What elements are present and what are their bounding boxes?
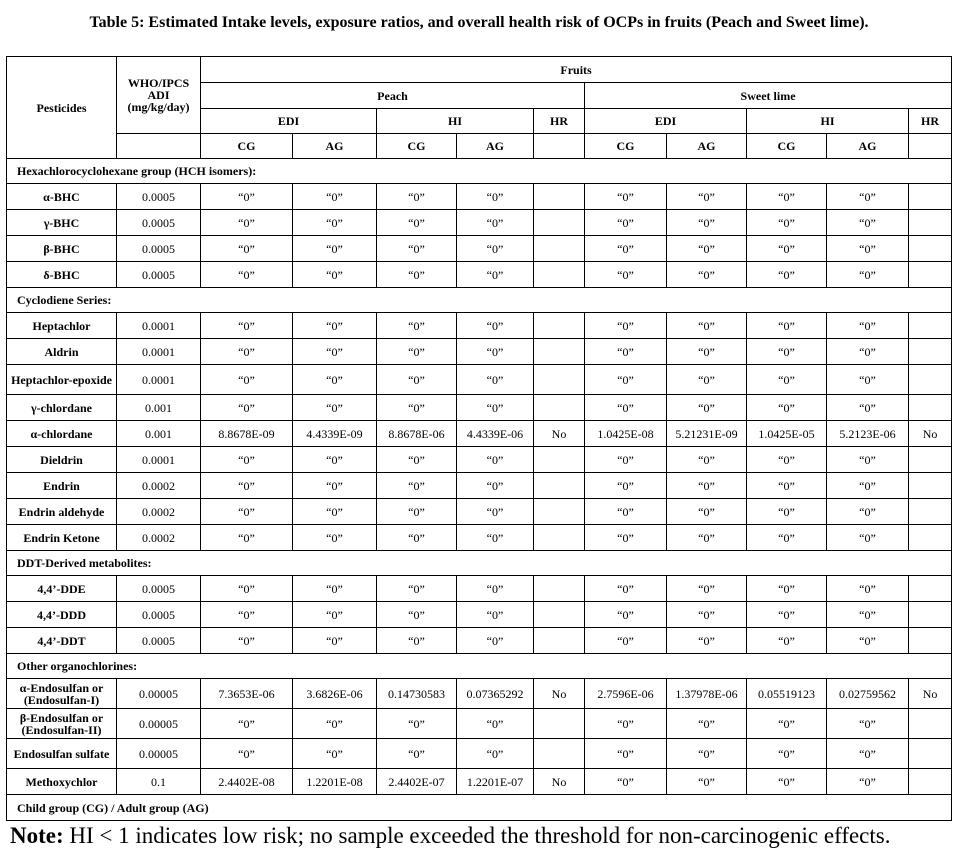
pesticide-name: β-Endosulfan or (Endosulfan-II) xyxy=(7,709,117,739)
header-peach-hi-cg: CG xyxy=(377,134,457,159)
cell-lime-hr xyxy=(909,339,952,365)
pesticide-name: γ-BHC xyxy=(7,210,117,236)
cell-peach-hi-ag: “0” xyxy=(457,447,534,473)
cell-lime-hi-cg: “0” xyxy=(747,210,827,236)
cell-lime-hr xyxy=(909,365,952,395)
cell-peach-hi-ag: “0” xyxy=(457,395,534,421)
cell-adi: 0.0001 xyxy=(117,447,201,473)
cell-lime-edi-cg: “0” xyxy=(585,395,667,421)
cell-peach-hi-ag: 4.4339E-06 xyxy=(457,421,534,447)
cell-peach-hi-ag: “0” xyxy=(457,236,534,262)
cell-peach-edi-ag: “0” xyxy=(293,525,377,551)
cell-lime-hi-cg: “0” xyxy=(747,576,827,602)
cell-lime-edi-cg: “0” xyxy=(585,499,667,525)
cell-lime-edi-ag: “0” xyxy=(667,576,747,602)
cell-lime-edi-ag: “0” xyxy=(667,525,747,551)
pesticide-name: δ-BHC xyxy=(7,262,117,288)
cell-peach-hi-ag: “0” xyxy=(457,339,534,365)
ocp-risk-table xyxy=(6,56,952,821)
cell-peach-hr xyxy=(534,262,585,288)
cell-peach-edi-ag: “0” xyxy=(293,236,377,262)
cell-peach-edi-ag: “0” xyxy=(293,339,377,365)
header-lime-hr-blank xyxy=(909,134,952,159)
cell-peach-hi-cg: “0” xyxy=(377,602,457,628)
cell-adi: 0.00005 xyxy=(117,709,201,739)
cell-peach-edi-ag: “0” xyxy=(293,313,377,339)
cell-peach-hi-cg: “0” xyxy=(377,262,457,288)
table-footnote: Child group (CG) / Adult group (AG) xyxy=(7,795,952,821)
cell-peach-hi-ag: “0” xyxy=(457,576,534,602)
cell-lime-hr xyxy=(909,525,952,551)
cell-peach-hr: No xyxy=(534,421,585,447)
cell-lime-hr xyxy=(909,473,952,499)
cell-lime-edi-ag: “0” xyxy=(667,499,747,525)
cell-peach-hi-cg: “0” xyxy=(377,447,457,473)
cell-peach-hr xyxy=(534,184,585,210)
cell-lime-edi-ag: “0” xyxy=(667,739,747,769)
cell-peach-edi-cg: “0” xyxy=(201,447,293,473)
cell-peach-hr xyxy=(534,499,585,525)
cell-peach-edi-cg: “0” xyxy=(201,709,293,739)
header-peach: Peach xyxy=(201,83,585,109)
cell-lime-hi-ag: “0” xyxy=(827,473,909,499)
cell-adi: 0.0002 xyxy=(117,473,201,499)
pesticide-name: Endrin xyxy=(7,473,117,499)
cell-lime-hi-cg: “0” xyxy=(747,395,827,421)
cell-peach-edi-ag: “0” xyxy=(293,447,377,473)
cell-peach-hi-ag: “0” xyxy=(457,473,534,499)
cell-lime-hi-cg: “0” xyxy=(747,313,827,339)
cell-peach-hi-ag: 1.2201E-07 xyxy=(457,769,534,795)
cell-peach-hi-ag: “0” xyxy=(457,210,534,236)
cell-peach-hr: No xyxy=(534,769,585,795)
cell-peach-hi-cg: “0” xyxy=(377,739,457,769)
cell-peach-edi-cg: “0” xyxy=(201,576,293,602)
cell-lime-hi-cg: “0” xyxy=(747,184,827,210)
cell-peach-edi-cg: 7.3653E-06 xyxy=(201,679,293,709)
cell-lime-hi-ag: “0” xyxy=(827,576,909,602)
table-row xyxy=(7,679,952,709)
cell-lime-hr xyxy=(909,628,952,654)
cell-lime-edi-ag: “0” xyxy=(667,709,747,739)
cell-peach-edi-cg: “0” xyxy=(201,499,293,525)
header-sweet-lime: Sweet lime xyxy=(585,83,952,109)
cell-peach-hi-ag: “0” xyxy=(457,184,534,210)
cell-lime-hi-ag: “0” xyxy=(827,709,909,739)
cell-peach-hi-ag: “0” xyxy=(457,499,534,525)
cell-adi: 0.0001 xyxy=(117,313,201,339)
cell-peach-hi-cg: “0” xyxy=(377,365,457,395)
cell-lime-edi-ag: “0” xyxy=(667,769,747,795)
header-peach-edi: EDI xyxy=(201,109,377,134)
cell-lime-edi-cg: “0” xyxy=(585,339,667,365)
pesticide-name: 4,4’-DDE xyxy=(7,576,117,602)
pesticide-name: Heptachlor xyxy=(7,313,117,339)
cell-lime-hi-cg: “0” xyxy=(747,525,827,551)
cell-peach-edi-ag: “0” xyxy=(293,602,377,628)
cell-peach-edi-ag: “0” xyxy=(293,262,377,288)
header-peach-hi: HI xyxy=(377,109,534,134)
cell-lime-edi-cg: “0” xyxy=(585,262,667,288)
cell-lime-hi-cg: “0” xyxy=(747,236,827,262)
cell-lime-hr xyxy=(909,499,952,525)
cell-lime-hi-ag: 5.2123E-06 xyxy=(827,421,909,447)
cell-lime-edi-ag: “0” xyxy=(667,395,747,421)
cell-peach-hi-ag: “0” xyxy=(457,262,534,288)
note-label: Note: xyxy=(10,823,64,848)
table-row xyxy=(7,499,952,525)
cell-peach-edi-cg: “0” xyxy=(201,473,293,499)
cell-peach-hi-ag: 0.07365292 xyxy=(457,679,534,709)
table-row xyxy=(7,365,952,395)
cell-peach-edi-ag: “0” xyxy=(293,473,377,499)
cell-lime-edi-cg: “0” xyxy=(585,525,667,551)
cell-lime-hi-cg: “0” xyxy=(747,365,827,395)
cell-lime-edi-ag: 5.21231E-09 xyxy=(667,421,747,447)
cell-peach-edi-cg: “0” xyxy=(201,395,293,421)
table-row xyxy=(7,184,952,210)
cell-adi: 0.0005 xyxy=(117,602,201,628)
cell-lime-hr xyxy=(909,739,952,769)
table-row xyxy=(7,339,952,365)
cell-peach-edi-cg: “0” xyxy=(201,339,293,365)
cell-peach-edi-ag: 1.2201E-08 xyxy=(293,769,377,795)
table-row xyxy=(7,628,952,654)
header-lime-hr: HR xyxy=(909,109,952,134)
table-row xyxy=(7,395,952,421)
section-row xyxy=(7,288,952,313)
cell-peach-hi-cg: “0” xyxy=(377,499,457,525)
header-adi-continuation xyxy=(117,134,201,159)
cell-peach-hr xyxy=(534,602,585,628)
cell-peach-hi-cg: “0” xyxy=(377,313,457,339)
note xyxy=(10,823,890,849)
cell-lime-hi-cg: “0” xyxy=(747,473,827,499)
cell-peach-hi-cg: “0” xyxy=(377,709,457,739)
cell-lime-hr xyxy=(909,769,952,795)
cell-adi: 0.0005 xyxy=(117,576,201,602)
cell-adi: 0.0005 xyxy=(117,236,201,262)
cell-lime-edi-ag: “0” xyxy=(667,184,747,210)
table-row xyxy=(7,709,952,739)
cell-lime-edi-cg: “0” xyxy=(585,184,667,210)
pesticide-name: Endrin Ketone xyxy=(7,525,117,551)
table-row xyxy=(7,602,952,628)
cell-lime-hi-cg: “0” xyxy=(747,499,827,525)
cell-peach-edi-ag: “0” xyxy=(293,395,377,421)
table-row xyxy=(7,421,952,447)
pesticide-name: β-BHC xyxy=(7,236,117,262)
cell-lime-hi-ag: “0” xyxy=(827,365,909,395)
cell-lime-edi-cg: “0” xyxy=(585,602,667,628)
cell-lime-edi-ag: “0” xyxy=(667,262,747,288)
section-title: Other organochlorines: xyxy=(7,654,952,679)
cell-lime-edi-ag: “0” xyxy=(667,473,747,499)
cell-peach-edi-cg: “0” xyxy=(201,525,293,551)
header-adi: WHO/IPCS ADI (mg/kg/day) xyxy=(117,57,201,134)
cell-lime-edi-ag: “0” xyxy=(667,313,747,339)
cell-adi: 0.0001 xyxy=(117,365,201,395)
table-row xyxy=(7,236,952,262)
cell-adi: 0.0005 xyxy=(117,210,201,236)
cell-lime-edi-ag: “0” xyxy=(667,365,747,395)
cell-lime-hr xyxy=(909,236,952,262)
table-row xyxy=(7,739,952,769)
cell-peach-edi-cg: 2.4402E-08 xyxy=(201,769,293,795)
header-lime-edi-ag: AG xyxy=(667,134,747,159)
cell-peach-edi-ag: “0” xyxy=(293,709,377,739)
cell-lime-hr: No xyxy=(909,421,952,447)
table-title: Table 5: Estimated Intake levels, exposure ratios, and overall health risk of OCPs in fruits (Peach and Sweet lime). xyxy=(89,14,869,31)
table-row xyxy=(7,769,952,795)
pesticide-name: Aldrin xyxy=(7,339,117,365)
cell-peach-edi-cg: “0” xyxy=(201,210,293,236)
cell-lime-hr xyxy=(909,313,952,339)
cell-peach-hr xyxy=(534,628,585,654)
cell-lime-hi-ag: “0” xyxy=(827,602,909,628)
cell-peach-edi-cg: “0” xyxy=(201,365,293,395)
cell-lime-edi-cg: “0” xyxy=(585,769,667,795)
header-lime-edi-cg: CG xyxy=(585,134,667,159)
cell-lime-edi-ag: 1.37978E-06 xyxy=(667,679,747,709)
cell-peach-edi-ag: “0” xyxy=(293,739,377,769)
cell-peach-hi-cg: “0” xyxy=(377,576,457,602)
cell-lime-edi-cg: 2.7596E-06 xyxy=(585,679,667,709)
cell-lime-hi-cg: “0” xyxy=(747,262,827,288)
cell-peach-edi-cg: “0” xyxy=(201,262,293,288)
cell-lime-edi-cg: “0” xyxy=(585,365,667,395)
cell-lime-hr xyxy=(909,184,952,210)
cell-lime-hi-ag: “0” xyxy=(827,313,909,339)
cell-peach-hi-cg: “0” xyxy=(377,525,457,551)
cell-lime-hi-cg: “0” xyxy=(747,339,827,365)
cell-peach-hi-cg: “0” xyxy=(377,210,457,236)
cell-peach-hr xyxy=(534,739,585,769)
cell-lime-hi-ag: “0” xyxy=(827,236,909,262)
cell-lime-hi-ag: “0” xyxy=(827,769,909,795)
cell-peach-edi-ag: 3.6826E-06 xyxy=(293,679,377,709)
cell-peach-edi-ag: “0” xyxy=(293,499,377,525)
cell-peach-hr xyxy=(534,210,585,236)
cell-peach-edi-ag: 4.4339E-09 xyxy=(293,421,377,447)
header-peach-edi-cg: CG xyxy=(201,134,293,159)
cell-lime-hi-cg: “0” xyxy=(747,447,827,473)
header-lime-hi: HI xyxy=(747,109,909,134)
cell-peach-hi-ag: “0” xyxy=(457,365,534,395)
header-lime-edi: EDI xyxy=(585,109,747,134)
cell-peach-hi-ag: “0” xyxy=(457,525,534,551)
pesticide-name: 4,4’-DDD xyxy=(7,602,117,628)
cell-peach-hr xyxy=(534,576,585,602)
cell-lime-hi-ag: “0” xyxy=(827,184,909,210)
pesticide-name: γ-chlordane xyxy=(7,395,117,421)
table-row xyxy=(7,313,952,339)
cell-peach-edi-ag: “0” xyxy=(293,210,377,236)
cell-peach-hi-cg: “0” xyxy=(377,339,457,365)
cell-lime-hr xyxy=(909,709,952,739)
cell-lime-hr xyxy=(909,210,952,236)
cell-peach-hi-ag: “0” xyxy=(457,739,534,769)
cell-peach-hr xyxy=(534,473,585,499)
cell-lime-edi-ag: “0” xyxy=(667,628,747,654)
pesticide-name: Dieldrin xyxy=(7,447,117,473)
cell-peach-hr xyxy=(534,447,585,473)
table-row xyxy=(7,576,952,602)
cell-lime-hi-ag: “0” xyxy=(827,210,909,236)
cell-peach-hr xyxy=(534,525,585,551)
cell-peach-hr: No xyxy=(534,679,585,709)
cell-lime-edi-ag: “0” xyxy=(667,447,747,473)
cell-lime-hr xyxy=(909,395,952,421)
section-title: Hexachlorocyclohexane group (HCH isomers): xyxy=(7,159,952,184)
table-row xyxy=(7,473,952,499)
cell-peach-edi-ag: “0” xyxy=(293,365,377,395)
cell-lime-hi-cg: “0” xyxy=(747,602,827,628)
cell-peach-hr xyxy=(534,339,585,365)
cell-lime-hi-cg: “0” xyxy=(747,709,827,739)
cell-peach-hi-cg: 2.4402E-07 xyxy=(377,769,457,795)
pesticide-name: 4,4’-DDT xyxy=(7,628,117,654)
cell-lime-hr xyxy=(909,576,952,602)
cell-peach-edi-ag: “0” xyxy=(293,576,377,602)
cell-peach-hi-cg: “0” xyxy=(377,473,457,499)
cell-peach-edi-cg: “0” xyxy=(201,236,293,262)
cell-peach-hi-ag: “0” xyxy=(457,628,534,654)
section-row xyxy=(7,654,952,679)
cell-lime-edi-ag: “0” xyxy=(667,210,747,236)
cell-peach-hr xyxy=(534,236,585,262)
cell-lime-edi-cg: 1.0425E-08 xyxy=(585,421,667,447)
cell-adi: 0.00005 xyxy=(117,739,201,769)
table-row xyxy=(7,447,952,473)
cell-adi: 0.0002 xyxy=(117,525,201,551)
cell-peach-hi-cg: “0” xyxy=(377,628,457,654)
cell-lime-edi-cg: “0” xyxy=(585,236,667,262)
cell-adi: 0.0005 xyxy=(117,184,201,210)
table-row xyxy=(7,525,952,551)
cell-lime-hr xyxy=(909,602,952,628)
header-lime-hi-cg: CG xyxy=(747,134,827,159)
cell-adi: 0.0002 xyxy=(117,499,201,525)
table-header xyxy=(7,57,952,159)
section-row xyxy=(7,159,952,184)
cell-lime-edi-cg: “0” xyxy=(585,709,667,739)
header-peach-edi-ag: AG xyxy=(293,134,377,159)
cell-lime-edi-ag: “0” xyxy=(667,236,747,262)
header-peach-hr-blank xyxy=(534,134,585,159)
cell-lime-edi-cg: “0” xyxy=(585,313,667,339)
pesticide-name: α-chlordane xyxy=(7,421,117,447)
cell-peach-edi-cg: “0” xyxy=(201,739,293,769)
cell-adi: 0.1 xyxy=(117,769,201,795)
cell-lime-hi-cg: “0” xyxy=(747,628,827,654)
cell-lime-hr xyxy=(909,262,952,288)
cell-lime-edi-cg: “0” xyxy=(585,576,667,602)
table-body xyxy=(7,159,952,795)
cell-peach-edi-ag: “0” xyxy=(293,184,377,210)
cell-peach-edi-cg: 8.8678E-09 xyxy=(201,421,293,447)
cell-lime-edi-cg: “0” xyxy=(585,628,667,654)
header-fruits: Fruits xyxy=(201,57,952,83)
cell-lime-hi-ag: “0” xyxy=(827,339,909,365)
cell-peach-hr xyxy=(534,365,585,395)
cell-lime-hi-cg: 0.05519123 xyxy=(747,679,827,709)
cell-adi: 0.0005 xyxy=(117,628,201,654)
section-title: Cyclodiene Series: xyxy=(7,288,952,313)
header-peach-hi-ag: AG xyxy=(457,134,534,159)
header-lime-hi-ag: AG xyxy=(827,134,909,159)
cell-peach-hi-cg: “0” xyxy=(377,236,457,262)
cell-lime-hi-cg: “0” xyxy=(747,769,827,795)
pesticide-name: Endosulfan sulfate xyxy=(7,739,117,769)
cell-lime-hi-ag: “0” xyxy=(827,262,909,288)
header-pesticides: Pesticides xyxy=(7,57,117,159)
cell-peach-hi-cg: 0.14730583 xyxy=(377,679,457,709)
cell-lime-edi-cg: “0” xyxy=(585,739,667,769)
header-peach-hr: HR xyxy=(534,109,585,134)
cell-lime-hi-ag: “0” xyxy=(827,499,909,525)
cell-peach-hr xyxy=(534,395,585,421)
note-text: HI < 1 indicates low risk; no sample exceeded the threshold for non-carcinogenic effects. xyxy=(63,823,891,848)
pesticide-name: α-BHC xyxy=(7,184,117,210)
cell-peach-hi-ag: “0” xyxy=(457,313,534,339)
cell-adi: 0.0005 xyxy=(117,262,201,288)
pesticide-name: Methoxychlor xyxy=(7,769,117,795)
pesticide-name: α-Endosulfan or (Endosulfan-I) xyxy=(7,679,117,709)
table-row xyxy=(7,262,952,288)
cell-lime-hi-ag: “0” xyxy=(827,395,909,421)
cell-lime-hr xyxy=(909,447,952,473)
pesticide-name: Endrin aldehyde xyxy=(7,499,117,525)
cell-peach-hi-ag: “0” xyxy=(457,602,534,628)
section-title: DDT-Derived metabolites: xyxy=(7,551,952,576)
table-row xyxy=(7,210,952,236)
cell-lime-hi-ag: 0.02759562 xyxy=(827,679,909,709)
cell-adi: 0.001 xyxy=(117,395,201,421)
pesticide-name: Heptachlor-epoxide xyxy=(7,365,117,395)
cell-peach-edi-cg: “0” xyxy=(201,628,293,654)
cell-lime-hi-ag: “0” xyxy=(827,628,909,654)
cell-adi: 0.0001 xyxy=(117,339,201,365)
cell-lime-hi-cg: “0” xyxy=(747,739,827,769)
cell-peach-hr xyxy=(534,313,585,339)
cell-lime-hi-ag: “0” xyxy=(827,739,909,769)
cell-peach-hi-ag: “0” xyxy=(457,709,534,739)
cell-lime-edi-cg: “0” xyxy=(585,473,667,499)
cell-lime-edi-ag: “0” xyxy=(667,339,747,365)
cell-lime-hi-ag: “0” xyxy=(827,447,909,473)
cell-lime-edi-cg: “0” xyxy=(585,210,667,236)
cell-lime-edi-cg: “0” xyxy=(585,447,667,473)
section-row xyxy=(7,551,952,576)
cell-peach-hi-cg: “0” xyxy=(377,184,457,210)
cell-peach-hr xyxy=(534,709,585,739)
cell-lime-edi-ag: “0” xyxy=(667,602,747,628)
cell-peach-edi-cg: “0” xyxy=(201,184,293,210)
cell-peach-hi-cg: “0” xyxy=(377,395,457,421)
cell-adi: 0.001 xyxy=(117,421,201,447)
cell-peach-hi-cg: 8.8678E-06 xyxy=(377,421,457,447)
cell-lime-hi-ag: “0” xyxy=(827,525,909,551)
cell-lime-hr: No xyxy=(909,679,952,709)
cell-peach-edi-cg: “0” xyxy=(201,602,293,628)
cell-peach-edi-ag: “0” xyxy=(293,628,377,654)
cell-adi: 0.00005 xyxy=(117,679,201,709)
cell-lime-hi-cg: 1.0425E-05 xyxy=(747,421,827,447)
cell-peach-edi-cg: “0” xyxy=(201,313,293,339)
